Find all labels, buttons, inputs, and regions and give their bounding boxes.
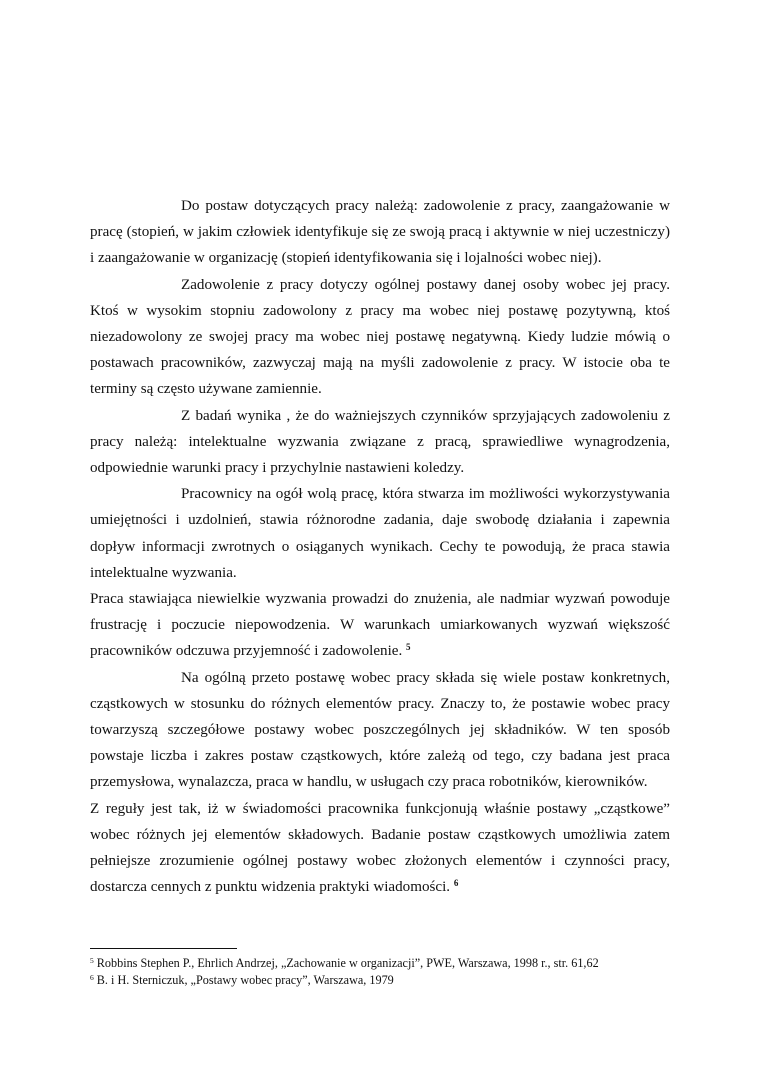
footnote-6 [90,972,690,989]
footnote-5 [90,955,690,972]
paragraph-work-attitudes [90,193,670,272]
footnote-separator [90,948,237,949]
footnotes [90,955,690,988]
paragraph-text: Praca stawiająca niewielkie wyzwania prowadzi do znużenia, ale nadmiar wyzwań powoduje frustrację i poczucie niepowodzenia. W warunkach umiarkowanych wyzwań większość pracowników odczuwa przyjemność i zadowolenie. [90,591,670,660]
paragraph-research-findings [90,403,670,482]
footnote-text: B. i H. Sterniczuk, „Postawy wobec pracy”, Warszawa, 1979 [96,972,394,987]
footnote-number: 6 [90,972,94,982]
footnote-ref-6[interactable]: 6 [453,878,459,889]
paragraph-text: Na ogólną przeto postawę wobec pracy składa się wiele postaw konkretnych, cząstkowych w stosunku do różnych elementów pracy. Znaczy to, że postawie wobec pracy towarzyszą szczegółowe postawy wobec poszczególnych jej składników. W ten sposób powstaje liczba i zakres postaw cząstkowych, które zależą od tego, czy badana jest praca przemysłowa, wynalazcza, praca w handlu, w usługach czy praca robotników, kierowników. [90,669,670,791]
paragraph-text: Pracownicy na ogół wolą pracę, która stwarza im możliwości wykorzystywania umiejętności i uzdolnień, stawia różnorodne zadania, daje swobodę działania i zapewnia dopływ informacji zwrotnych o osiąganych wynikach. Cechy te powodują, że praca stawia intelektualne wyzwania. [90,486,670,581]
paragraph-text: Zadowolenie z pracy dotyczy ogólnej postawy danej osoby wobec jej pracy. Ktoś w wysokim stopniu zadowolony z pracy ma wobec niej postawę pozytywną, ktoś niezadowolony ze swojej pracy ma wobec niej postawę negatywną. Kiedy ludzie mówią o postawach pracowników, zazwyczaj mają na myśli zadowolenie z pracy. W istocie oba te terminy są często używane zamiennie. [90,276,670,398]
paragraph-job-satisfaction [90,272,670,403]
document-body [90,193,670,900]
paragraph-worker-awareness [90,796,670,901]
footnote-number: 5 [90,956,94,965]
footnote-text: Robbins Stephen P., Ehrlich Andrzej, „Zachowanie w organizacji”, PWE, Warszawa, 1998 r., str. 61,62 [96,956,599,970]
paragraph-challenge-level [90,586,670,665]
paragraph-partial-attitudes [90,665,670,796]
footnote-ref-5[interactable]: 5 [406,642,411,653]
paragraph-text: Z reguły jest tak, iż w świadomości pracownika funkcjonują właśnie postawy „cząstkowe” wobec różnych jej elementów składowych. Badanie postaw cząstkowych umożliwia zatem pełniejsze zrozumienie ogólnej postawy wobec złożonych elementów i czynności pracy, dostarcza cennych z punktu widzenia praktyki wiadomości. [90,800,670,896]
paragraph-text: Do postaw dotyczących pracy należą: zadowolenie z pracy, zaangażowanie w pracę (stopień, w jakim człowiek identyfikuje się ze swoją pracą i aktywnie w niej uczestniczy) i zaangażowanie w organizację (stopień identyfikowania się i lojalności wobec niej). [90,198,670,267]
paragraph-employee-preferences [90,481,670,586]
paragraph-text: Z badań wynika , że do ważniejszych czynników sprzyjających zadowoleniu z pracy należą: intelektualne wyzwania związane z pracą, sprawiedliwe wynagrodzenia, odpowiednie warunki pracy i przychylnie nastawieni koledzy. [90,407,670,477]
